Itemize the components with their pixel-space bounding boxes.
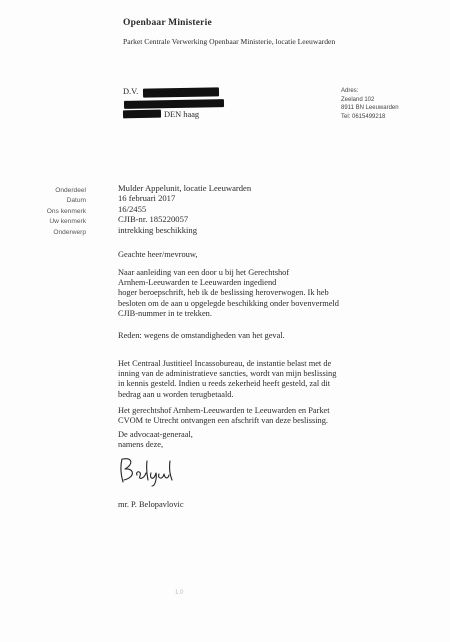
redaction-bar: [123, 110, 161, 119]
sender-street: Zeeland 102: [341, 96, 375, 103]
text-line: CVOM te Utrecht ontvangen een afschrift van deze beslissing.: [118, 416, 329, 426]
text-line: bedrag aan u worden terugbetaald.: [118, 389, 234, 399]
label-onderwerp: Onderwerp: [53, 228, 86, 236]
label-uw-kenmerk: Uw kenmerk: [49, 218, 86, 226]
recipient-city: DEN haag: [164, 110, 200, 119]
label-ons-kenmerk: Ons kenmerk: [46, 207, 86, 215]
redaction-bar: [124, 99, 224, 109]
recipient-line-1: [123, 87, 138, 96]
organization-name: Openbaar Ministerie: [123, 18, 212, 28]
closing: [118, 430, 423, 450]
text-line: Het gerechtshof Arnhem-Leeuwarden te Leeuwarden en Parket: [118, 406, 330, 415]
signer-name: mr. P. Belopavlovic: [118, 500, 184, 509]
reference-values: [118, 183, 251, 235]
text-line: hoger beroepschrift, heb ik de beslissing heroverwogen. Ik heb: [118, 288, 329, 298]
value-onderwerp: intrekking beschikking: [118, 224, 198, 235]
value-onderdeel: Mulder Appelunit, locatie Leeuwarden: [118, 183, 252, 193]
paragraph-cjib: [118, 359, 423, 400]
text-line: CJIB-nummer in te trekken.: [118, 308, 212, 318]
sender-address: [341, 87, 399, 121]
value-ons-kenmerk: 16/2455: [118, 203, 147, 214]
value-datum: 16 februari 2017: [118, 193, 176, 204]
paragraph-decision: [118, 268, 423, 319]
text-line: Arnhem-Leeuwarden te Leeuwarden ingediend: [118, 278, 277, 288]
text-line: besloten om de aan u opgelegde beschikking onder bovenvermeld: [118, 298, 339, 308]
department-name: Parket Centrale Verwerking Openbaar Ministerie, locatie Leeuwarden: [123, 37, 336, 46]
closing-on-behalf: namens deze,: [118, 440, 164, 450]
paragraph-copy: [118, 406, 423, 426]
salutation: Geachte heer/mevrouw,: [118, 250, 198, 259]
reference-labels: [20, 186, 86, 238]
handwritten-signature: [116, 455, 176, 487]
text-line: inning van de administratieve sancties, wordt van mijn beslissing: [118, 369, 337, 379]
text-line: Het Centraal Justitieel Incassobureau, de instantie belast met de: [118, 359, 332, 368]
sender-label: Adres:: [341, 88, 359, 94]
label-datum: Datum: [66, 197, 86, 205]
value-uw-kenmerk: CJIB-nr. 185220057: [118, 214, 189, 225]
text-line: in kennis gesteld. Indien u reeds zekerheid heeft gesteld, zal dit: [118, 379, 331, 389]
closing-title: De advocaat-generaal,: [118, 430, 193, 439]
sender-phone: Tel: 0615499218: [341, 113, 386, 120]
text-line: Naar aanleiding van een door u bij het Gerechtshof: [118, 268, 290, 277]
label-onderdeel: Onderdeel: [55, 187, 86, 194]
page-number: 1.0: [175, 590, 184, 596]
recipient-prefix: D.V.: [123, 87, 139, 96]
sender-postal-city: 8911 BN Leeuwarden: [341, 105, 399, 112]
reason-line: Reden: wegens de omstandigheden van het geval.: [118, 331, 285, 340]
redaction-bar: [143, 87, 219, 97]
